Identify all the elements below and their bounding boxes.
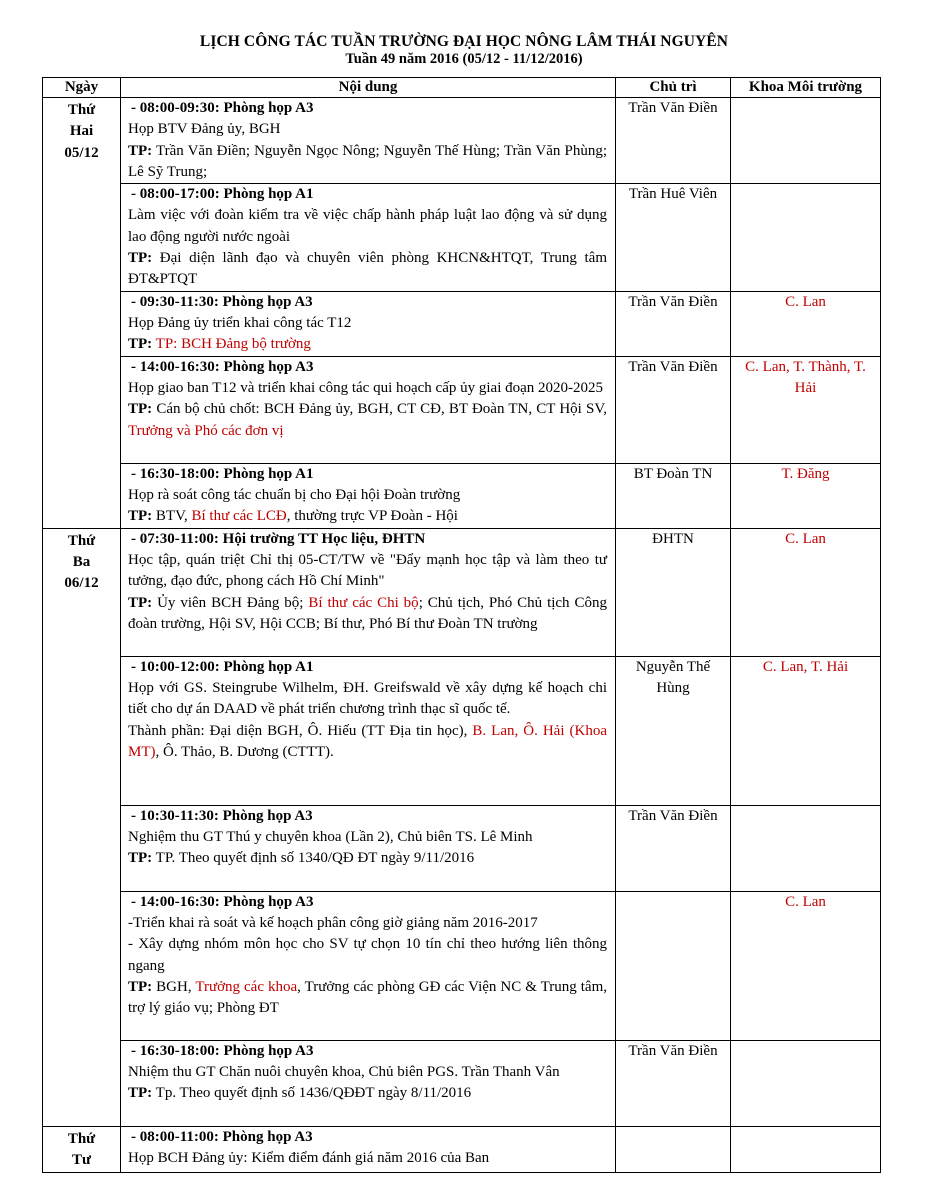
event-time: - 07:30-11:00: Hội trường TT Học liệu, ĐHTN — [131, 530, 426, 547]
event-time: - 14:00-16:30: Phòng họp A3 — [131, 358, 314, 375]
table-row — [43, 891, 881, 1040]
event-time: - 08:00-17:00: Phòng họp A1 — [131, 186, 314, 203]
event-content — [121, 291, 616, 356]
event-content — [121, 656, 616, 805]
column-header-day: Ngày — [43, 78, 121, 98]
event-dept — [731, 184, 881, 291]
column-header-content: Nội dung — [121, 78, 616, 98]
participants-text: ; Chủ tịch, Phó Chủ tịch Công đoàn trường, Hội SV, Hội CCB; Bí thư, Phó Bí thư Đoàn TN trường — [128, 594, 607, 632]
event-chair: BT Đoàn TN — [616, 463, 731, 528]
event-time: - 16:30-18:00: Phòng họp A3 — [131, 1042, 314, 1059]
event-participants — [128, 399, 607, 442]
event-content — [121, 891, 616, 1040]
event-chair: Trần Văn Điền — [616, 805, 731, 891]
event-participants — [128, 248, 607, 291]
event-dept: C. Lan, T. Thành, T. Hải — [731, 356, 881, 463]
column-header-chair: Chủ trì — [616, 78, 731, 98]
event-chair: Trần Văn Điền — [616, 356, 731, 463]
participants-label: TP: — [128, 508, 153, 525]
participants-label: TP: — [128, 594, 153, 611]
event-content — [121, 528, 616, 656]
event-time: - 10:30-11:30: Phòng họp A3 — [131, 807, 313, 824]
event-content — [121, 463, 616, 528]
event-chair — [616, 1126, 731, 1173]
event-dept: C. Lan — [731, 291, 881, 356]
event-chair: Trần Văn Điền — [616, 291, 731, 356]
event-content — [121, 805, 616, 891]
event-chair — [616, 891, 731, 1040]
table-row — [43, 1040, 881, 1126]
day-date: 05/12 — [64, 144, 99, 161]
event-dept: T. Đăng — [731, 463, 881, 528]
event-time: - 10:00-12:00: Phòng họp A1 — [131, 658, 314, 675]
participants-label: TP: — [128, 142, 153, 159]
event-description: Họp Đảng ủy triển khai công tác T12 — [128, 314, 352, 331]
participants-text: TP. Theo quyết định số 1340/QĐ ĐT ngày 9/11/2016 — [152, 850, 475, 867]
event-description: Họp BCH Đảng ủy: Kiểm điểm đánh giá năm 2016 của Ban — [128, 1149, 490, 1166]
event-content — [121, 356, 616, 463]
participants-text-highlight: Trưởng và Phó các đơn vị — [128, 422, 284, 439]
event-participants — [128, 1083, 607, 1104]
event-description: - Xây dựng nhóm môn học cho SV tự chọn 10 tín chỉ theo hướng liên thông ngang — [128, 936, 607, 974]
participants-label: TP: — [128, 336, 153, 353]
event-description: Làm việc với đoàn kiểm tra về việc chấp hành pháp luật lao động và sử dụng lao động người nước ngoài — [128, 207, 607, 245]
event-participants — [128, 848, 607, 869]
event-description: Họp BTV Đảng ủy, BGH — [128, 121, 281, 138]
event-content — [121, 1040, 616, 1126]
participants-text: Cán bộ chủ chốt: BCH Đảng ủy, BGH, CT CĐ, BT Đoàn TN, CT Hội SV, — [152, 401, 607, 418]
event-description: Nhiệm thu GT Chăn nuôi chuyên khoa, Chủ biên PGS. Trần Thanh Vân — [128, 1063, 560, 1080]
participants-label: TP: — [128, 401, 153, 418]
participants-text: Trần Văn Điền; Nguyễn Ngọc Nông; Nguyễn Thế Hùng; Trần Văn Phùng; Lê Sỹ Trung; — [128, 142, 607, 180]
participants-text: Thành phần: Đại diện BGH, Ô. Hiếu (TT Địa tin học), — [128, 722, 473, 739]
participants-label: TP: — [128, 978, 153, 995]
event-chair: ĐHTN — [616, 528, 731, 656]
event-description: Nghiệm thu GT Thú y chuyên khoa (Lần 2), Chủ biên TS. Lê Minh — [128, 828, 533, 845]
table-row — [43, 805, 881, 891]
event-chair: Trần Văn Điền — [616, 98, 731, 184]
participants-text: BGH, — [152, 978, 196, 995]
event-time: - 08:00-09:30: Phòng họp A3 — [131, 100, 314, 116]
participants-text-highlight: TP: BCH Đảng bộ trường — [152, 336, 311, 353]
participants-label: TP: — [128, 1085, 153, 1102]
event-content — [121, 98, 616, 184]
day-cell-wednesday — [43, 1126, 121, 1173]
participants-text-highlight: Bí thư các LCĐ — [191, 508, 287, 525]
day-cell-monday — [43, 98, 121, 529]
table-row — [43, 184, 881, 291]
document-header — [0, 33, 928, 68]
participants-text-highlight: Trưởng các khoa — [195, 978, 298, 995]
column-header-dept: Khoa Môi trường — [731, 78, 881, 98]
event-time: - 09:30-11:30: Phòng họp A3 — [131, 293, 313, 310]
event-dept — [731, 1040, 881, 1126]
table-row — [43, 656, 881, 805]
table-row — [43, 528, 881, 656]
event-participants — [128, 977, 607, 1020]
event-participants — [128, 334, 607, 355]
event-participants — [128, 506, 607, 527]
event-description: Học tập, quán triệt Chỉ thị 05-CT/TW về "Đẩy mạnh học tập và làm theo tư tưởng, đạo đức, phong cách Hồ Chí Minh" — [128, 551, 607, 590]
participants-text-highlight: Bí thư các Chi bộ — [308, 594, 419, 611]
event-description: -Triển khai rà soát và kế hoạch phân công giờ giảng năm 2016-2017 — [128, 914, 538, 931]
table-row — [43, 1126, 881, 1173]
participants-text: Đại diện lãnh đạo và chuyên viên phòng KHCN&HTQT, Trung tâm ĐT&PTQT — [128, 250, 607, 288]
table-row — [43, 463, 881, 528]
table-row — [43, 291, 881, 356]
table-row — [43, 356, 881, 463]
day-label: Thứ — [67, 102, 96, 118]
event-participants — [128, 721, 607, 764]
event-description: Họp với GS. Steingrube Wilhelm, ĐH. Greifswald về xây dựng kế hoạch chi tiết cho dự án DAAD về phát triển chương trình thạc sĩ quốc tế. — [128, 679, 607, 718]
participants-text: BTV, — [152, 508, 192, 525]
page-subtitle: Tuần 49 năm 2016 (05/12 - 11/12/2016) — [345, 51, 583, 67]
event-chair: Nguyễn Thế Hùng — [616, 656, 731, 805]
table-header-row — [43, 78, 881, 98]
day-label: Thứ — [67, 1130, 96, 1147]
participants-text: , Trưởng các phòng GĐ các Viện NC & Trung tâm, trợ lý giáo vụ; Phòng ĐT — [128, 978, 607, 1017]
event-participants — [128, 593, 607, 636]
event-dept: C. Lan — [731, 891, 881, 1040]
event-dept — [731, 1126, 881, 1173]
event-chair: Trần Văn Điền — [616, 1040, 731, 1126]
event-dept: C. Lan — [731, 528, 881, 656]
day-date: 06/12 — [64, 575, 99, 592]
day-cell-tuesday — [43, 528, 121, 1126]
event-dept — [731, 805, 881, 891]
participants-text: Ủy viên BCH Đảng bộ; — [152, 594, 309, 611]
day-label: Hai — [69, 123, 94, 140]
table-row — [43, 98, 881, 184]
participants-label: TP: — [128, 850, 153, 867]
participants-text-highlight: B. Lan, Ô. Hải (Khoa MT) — [128, 722, 607, 760]
event-participants — [128, 141, 607, 184]
day-label: Ba — [72, 553, 91, 570]
page-title: LỊCH CÔNG TÁC TUẦN TRƯỜNG ĐẠI HỌC NÔNG LÂM THÁI NGUYÊN — [199, 33, 729, 50]
day-label: Thứ — [67, 532, 96, 549]
schedule-table — [42, 77, 881, 1173]
day-label: Tư — [71, 1151, 91, 1168]
event-dept — [731, 98, 881, 184]
event-dept: C. Lan, T. Hải — [731, 656, 881, 805]
event-time: - 14:00-16:30: Phòng họp A3 — [131, 893, 314, 910]
event-chair: Trần Huê Viên — [616, 184, 731, 291]
event-content — [121, 1126, 616, 1173]
event-description: Họp giao ban T12 và triển khai công tác qui hoạch cấp ủy giai đoạn 2020-2025 — [128, 379, 604, 396]
participants-text: , Ô. Thảo, B. Dương (CTTT). — [155, 743, 334, 760]
participants-label: TP: — [128, 250, 153, 267]
event-content — [121, 184, 616, 291]
event-description: Họp rà soát công tác chuẩn bị cho Đại hội Đoàn trường — [128, 486, 461, 503]
participants-text: , thường trực VP Đoàn - Hội — [286, 508, 458, 525]
participants-text: Tp. Theo quyết định số 1436/QĐĐT ngày 8/11/2016 — [152, 1085, 472, 1102]
event-time: - 16:30-18:00: Phòng họp A1 — [131, 465, 314, 482]
event-time: - 08:00-11:00: Phòng họp A3 — [131, 1128, 313, 1145]
